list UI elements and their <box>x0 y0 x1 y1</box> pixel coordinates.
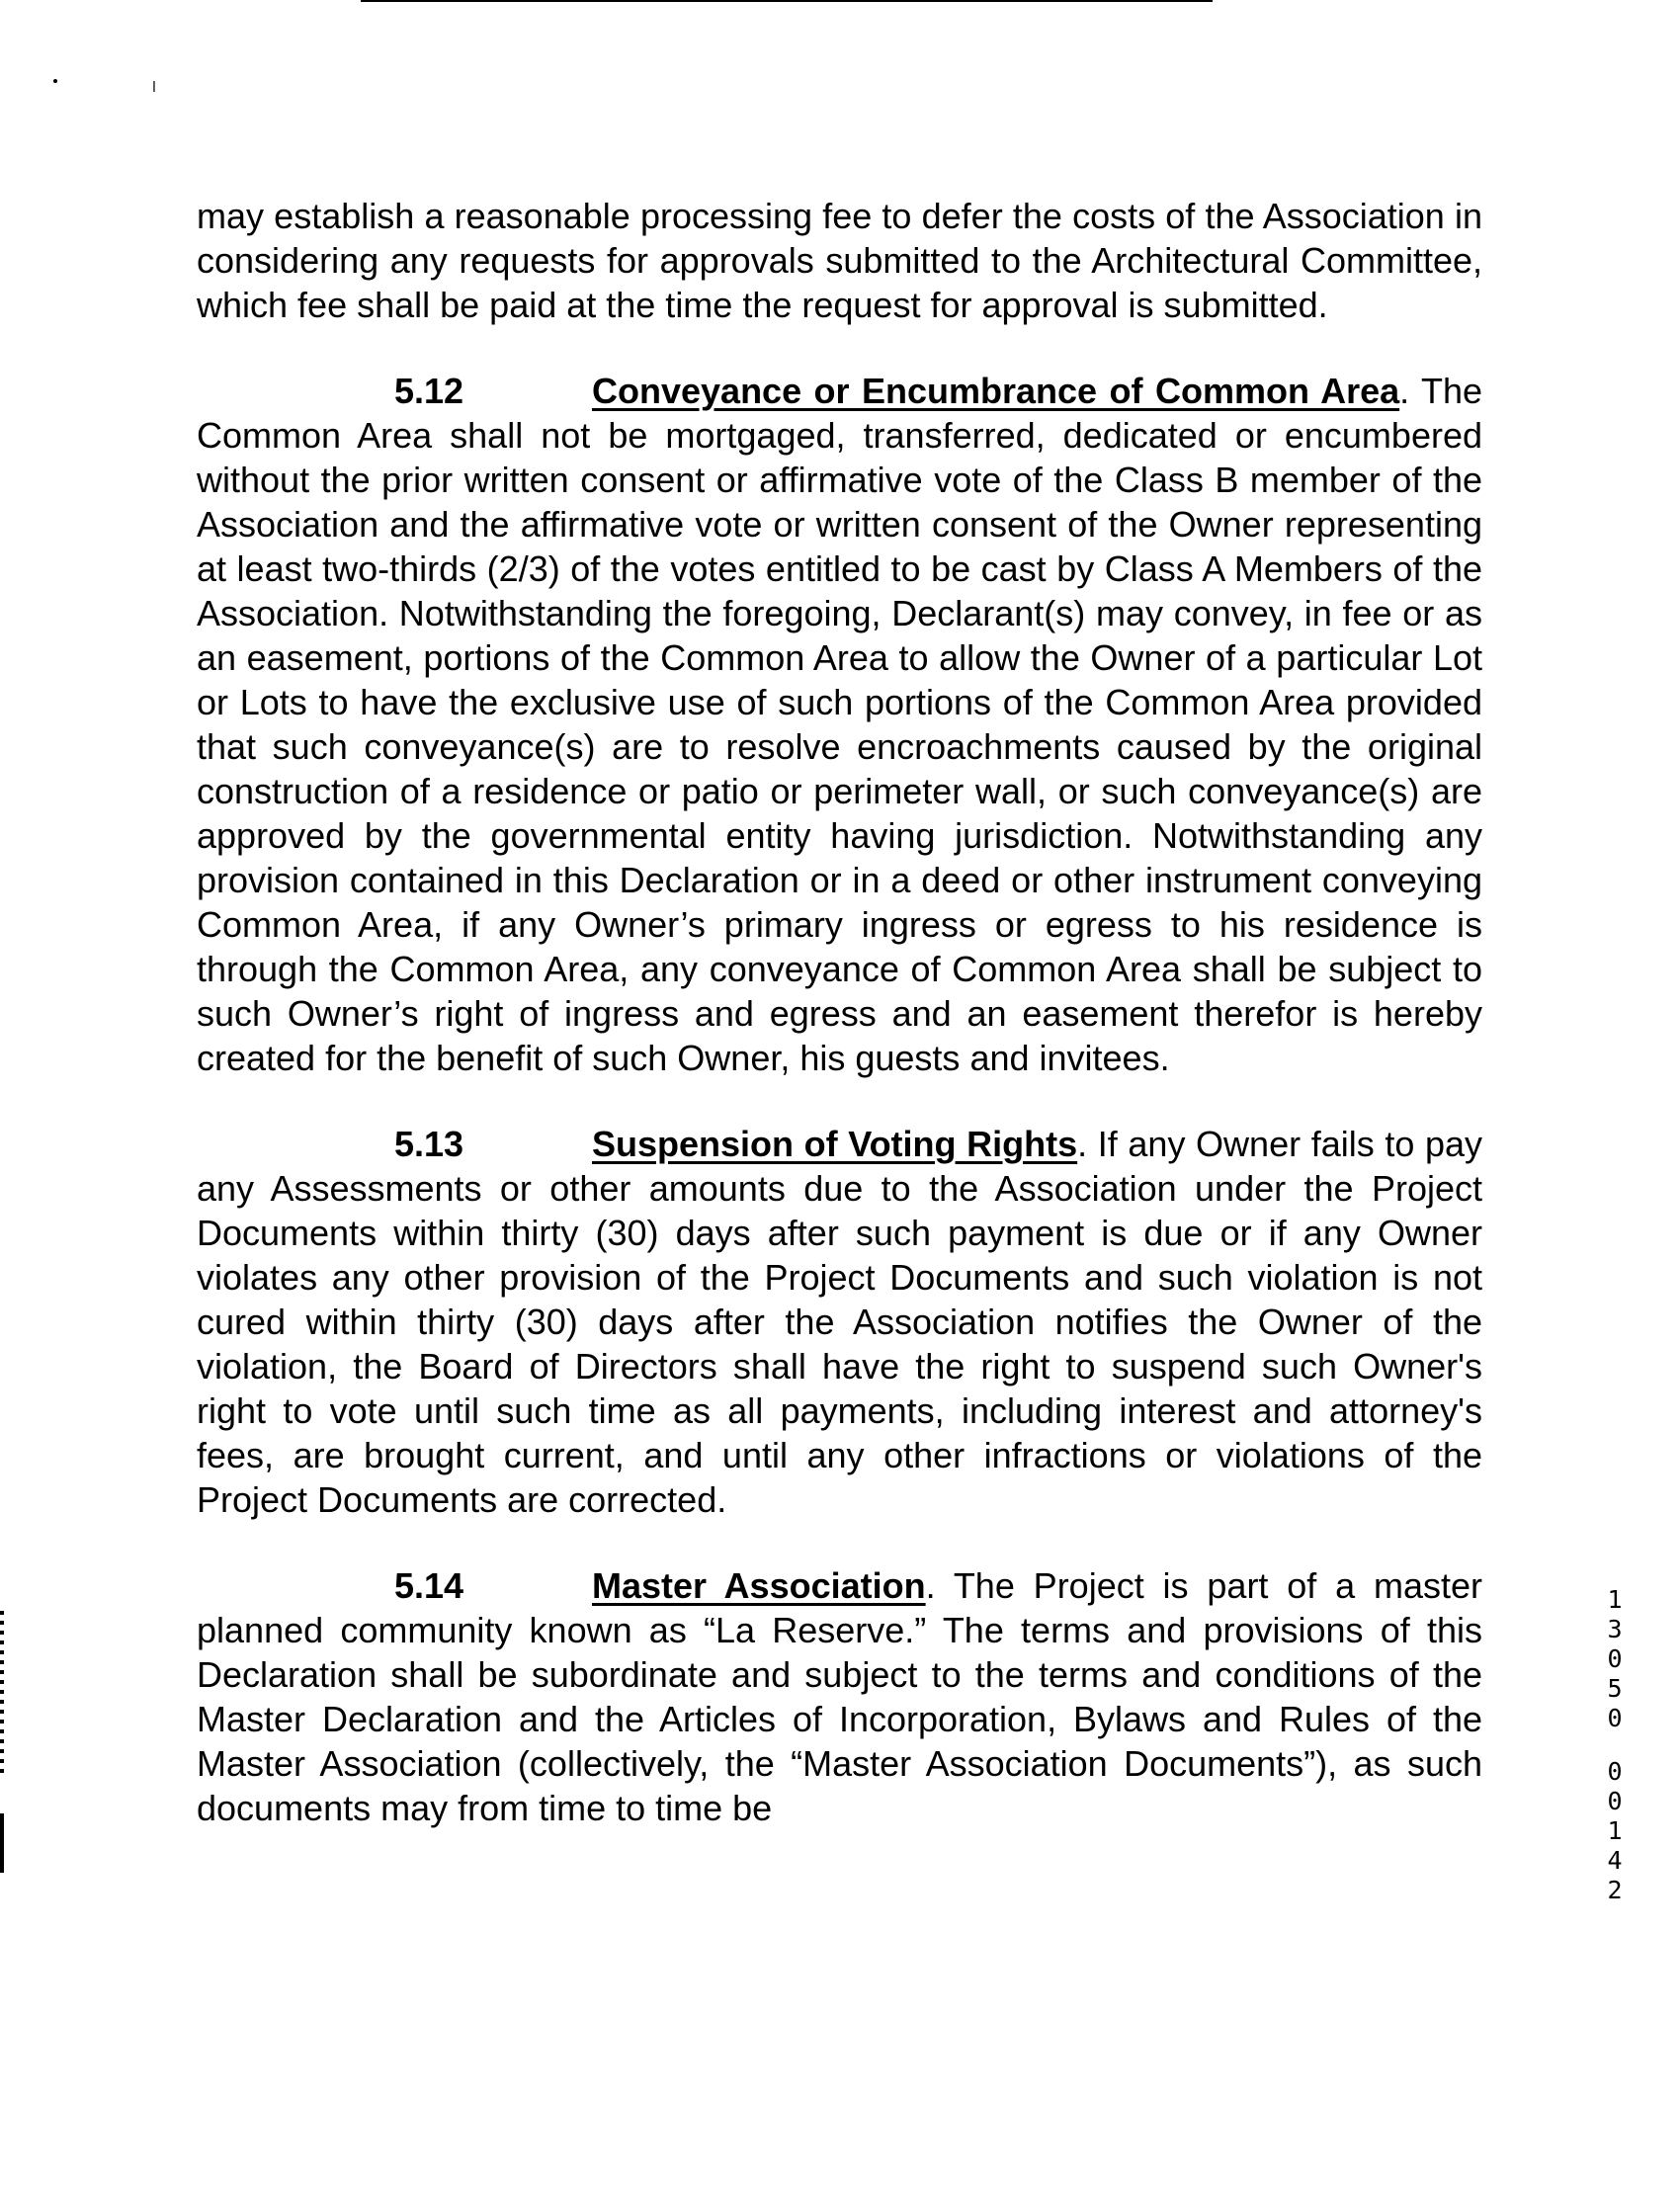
section-5-12 <box>197 369 1482 1080</box>
stamp-digit: 4 <box>1607 1846 1623 1875</box>
section-body: If any Owner fails to pay any Assessments or other amounts due to the Association under the Project Documents within thirty (30) days after such payment is due or if any Owner violates any other provision of the Project Documents and such violation is not cured within thirty (30) days after the Association notifies the Owner of the violation, the Board of Directors shall have the right to suspend such Owner's right to vote until such time as all payments, including interest and attorney's fees, are brought current, and until any other infractions or violations of the Project Documents are corrected. <box>197 1124 1482 1520</box>
section-number: 5.14 <box>394 1565 464 1606</box>
top-scan-rule <box>361 0 1213 2</box>
stamp-digit: 0 <box>1607 1757 1623 1786</box>
section-title-suffix: . <box>1077 1124 1088 1164</box>
stamp-digit: 0 <box>1607 1704 1623 1732</box>
section-5-13 <box>197 1122 1482 1522</box>
stamp-digit: 0 <box>1607 1644 1623 1673</box>
section-title: Master Association <box>592 1565 926 1606</box>
stamp-digit: 0 <box>1607 1787 1623 1815</box>
section-title: Conveyance or Encumbrance of Common Area <box>592 371 1400 411</box>
section-body: The Common Area shall not be mortgaged, transferred, dedicated or encumbered without the prior written consent or affirmative vote of the Class B member of the Association and the affirmative vote or written consent of the Owner representing at least two-thirds (2/3) of the votes entitled to be cast by Class A Members of the Association. Notwithstanding the foregoing, Declarant(s) may convey, in fee or as an easement, portions of the Common Area to allow the Owner of a particular Lot or Lots to have the exclusive use of such portions of the Common Area provided that such conveyance(s) are to resolve encroachments caused by the original construction of a residence or patio or perimeter wall, or such conveyance(s) are approved by the governmental entity having jurisdiction. Notwithstanding any provision contained in this Declaration or in a deed or other instrument conveying Common Area, if any Owner’s primary ingress or egress to his residence is through the Common Area, any conveyance of Common Area shall be subject to such Owner’s right of ingress and egress and an easement therefor is hereby created for the benefit of such Owner, his guests and invitees. <box>197 371 1482 1078</box>
recording-number-stamp <box>1595 1585 1635 1905</box>
section-number: 5.13 <box>394 1124 464 1164</box>
section-title-suffix: . <box>925 1565 936 1606</box>
stamp-digit: 1 <box>1607 1585 1623 1614</box>
document-page <box>197 194 1482 1830</box>
stamp-digit: 1 <box>1607 1816 1623 1845</box>
stamp-digit: 2 <box>1607 1876 1623 1904</box>
scan-mark: ꞁ <box>152 76 156 92</box>
left-edge-scan-marks <box>0 1611 4 1779</box>
left-edge-scan-bar <box>0 1813 4 1873</box>
section-body: The Project is part of a master planned community known as “La Reserve.” The terms and provisions of this Declaration shall be subordinate and subject to the terms and conditions of the Master Declaration and the Articles of Incorporation, Bylaws and Rules of the Master Association (collectively, the “Master Association Documents”), as such documents may from time to time be <box>197 1565 1483 1828</box>
section-5-14 <box>197 1563 1482 1830</box>
section-number: 5.12 <box>394 371 464 411</box>
stamp-digit: 5 <box>1607 1674 1623 1703</box>
section-title-suffix: . <box>1399 371 1410 411</box>
stamp-digit: 3 <box>1607 1615 1623 1643</box>
section-title: Suspension of Voting Rights <box>592 1124 1078 1164</box>
scan-speck <box>53 79 57 83</box>
intro-paragraph: may establish a reasonable processing fee to defer the costs of the Association in considering any requests for approvals submitted to the Architectural Committee, which fee shall be paid at the time the request for approval is submitted. <box>197 196 1482 325</box>
